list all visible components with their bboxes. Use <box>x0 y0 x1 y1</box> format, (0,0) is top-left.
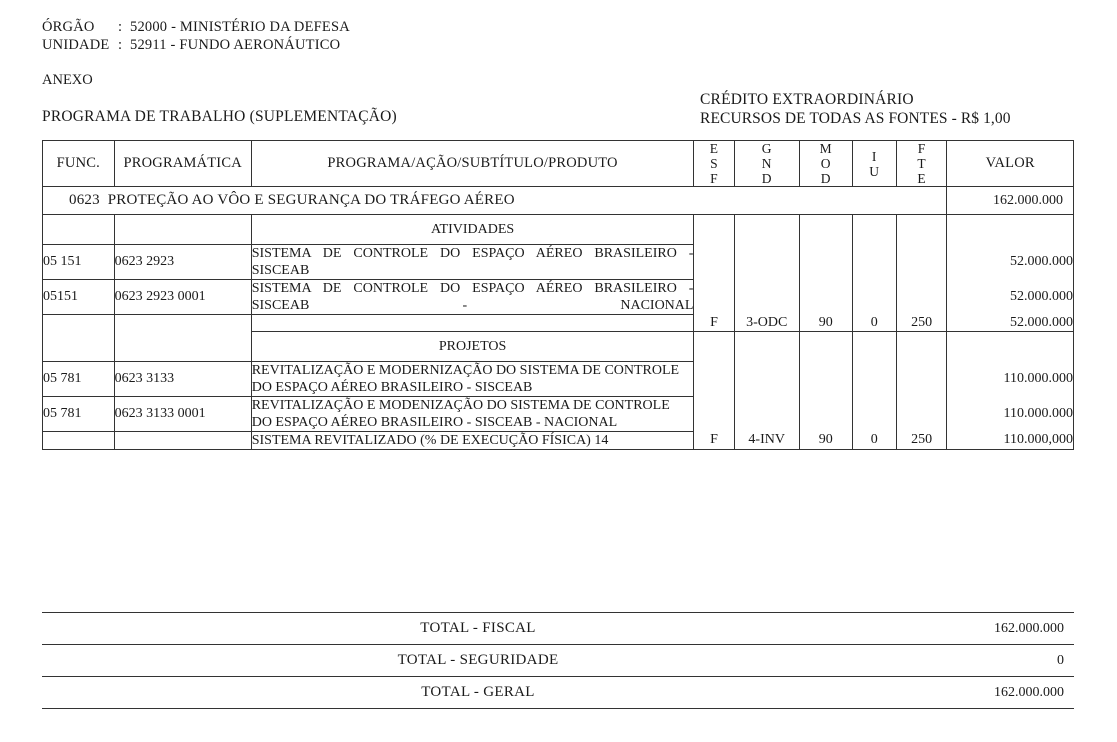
total-value: 162.000.000 <box>914 613 1074 645</box>
col-fte-line3: E <box>917 171 926 186</box>
row-iu <box>852 331 896 361</box>
table-row <box>43 215 1074 245</box>
row-mod <box>799 215 852 245</box>
col-programatica: PROGRAMÁTICA <box>114 141 251 187</box>
row-valor: 110.000.000 <box>947 396 1074 431</box>
row-desc: SISTEMA REVITALIZADO (% DE EXECUÇÃO FÍSICA) 14 <box>251 431 694 449</box>
col-iu-line2: U <box>869 163 880 179</box>
table-row <box>43 331 1074 361</box>
row-func <box>43 431 115 449</box>
orgao-row <box>42 18 350 36</box>
col-gnd-line1: G <box>761 141 772 156</box>
row-mod: 90 <box>799 315 852 332</box>
row-valor: 110.000.000 <box>947 361 1074 396</box>
orgao-colon: : <box>118 19 123 35</box>
program-banner-text <box>43 187 947 215</box>
row-prog: 0623 2923 0001 <box>114 280 251 315</box>
row-fte <box>896 331 947 361</box>
col-mod-line1: M <box>819 141 832 156</box>
row-desc: REVITALIZAÇÃO E MODENIZAÇÃO DO SISTEMA DE CONTROLE DO ESPAÇO AÉREO BRASILEIRO - SISCEAB - NACIONAL <box>251 396 694 431</box>
row-esf <box>694 245 734 280</box>
row-func: 05 781 <box>43 396 115 431</box>
table-row <box>43 431 1074 449</box>
credit-resources: RECURSOS DE TODAS AS FONTES - R$ 1,00 <box>700 110 1011 127</box>
row-fte <box>896 361 947 396</box>
col-valor: VALOR <box>947 141 1074 187</box>
row-func <box>43 315 115 332</box>
row-fte <box>896 215 947 245</box>
row-valor: 52.000.000 <box>947 315 1074 332</box>
row-prog <box>114 331 251 361</box>
row-prog <box>114 215 251 245</box>
row-iu <box>852 396 896 431</box>
row-iu <box>852 215 896 245</box>
col-fte-line2: T <box>917 156 926 171</box>
row-mod <box>799 245 852 280</box>
document-header <box>42 18 350 54</box>
row-func: 05151 <box>43 280 115 315</box>
row-valor <box>947 215 1074 245</box>
col-iu <box>852 141 896 187</box>
row-func: 05 151 <box>43 245 115 280</box>
table-row <box>43 280 1074 315</box>
col-gnd-line2: N <box>761 156 772 171</box>
col-mod-line2: O <box>820 156 831 171</box>
total-label: TOTAL - FISCAL <box>42 613 914 645</box>
row-iu: 0 <box>852 431 896 449</box>
row-iu: 0 <box>852 315 896 332</box>
unidade-value: 52911 - FUNDO AERONÁUTICO <box>130 37 341 53</box>
row-valor <box>947 331 1074 361</box>
row-mod <box>799 280 852 315</box>
col-func: FUNC. <box>43 141 115 187</box>
col-esf-line2: S <box>710 156 718 171</box>
anexo-label: ANEXO <box>42 72 93 88</box>
total-label: TOTAL - GERAL <box>42 677 914 709</box>
row-desc <box>251 315 694 332</box>
row-prog: 0623 2923 <box>114 245 251 280</box>
orgao-value: 52000 - MINISTÉRIO DA DEFESA <box>130 19 350 35</box>
col-gnd-line3: D <box>761 171 772 186</box>
row-esf: F <box>694 431 734 449</box>
col-esf-line1: E <box>709 141 719 156</box>
unidade-label: UNIDADE <box>42 37 110 53</box>
program-name: PROTEÇÃO AO VÔO E SEGURANÇA DO TRÁFEGO AÉREO <box>107 192 515 208</box>
row-desc: SISTEMA DE CONTROLE DO ESPAÇO AÉREO BRASILEIRO - SISCEAB - NACIONAL <box>251 281 694 313</box>
row-valor: 52.000.000 <box>947 245 1074 280</box>
row-esf <box>694 215 734 245</box>
row-valor: 110.000,000 <box>947 431 1074 449</box>
col-gnd <box>734 141 799 187</box>
row-desc: SISTEMA DE CONTROLE DO ESPAÇO AÉREO BRASILEIRO - SISCEAB <box>251 246 694 278</box>
col-esf <box>694 141 734 187</box>
row-func <box>43 215 115 245</box>
row-prog: 0623 3133 <box>114 361 251 396</box>
total-row-fiscal <box>42 613 1074 645</box>
row-iu <box>852 280 896 315</box>
table-row <box>43 245 1074 280</box>
row-mod: 90 <box>799 431 852 449</box>
credit-type: CRÉDITO EXTRAORDINÁRIO <box>700 91 914 108</box>
row-gnd <box>734 280 799 315</box>
total-row-geral <box>42 677 1074 709</box>
row-iu <box>852 361 896 396</box>
table-row <box>43 396 1074 431</box>
col-fte <box>896 141 947 187</box>
col-descricao: PROGRAMA/AÇÃO/SUBTÍTULO/PRODUTO <box>251 141 694 187</box>
row-fte <box>896 396 947 431</box>
row-esf <box>694 361 734 396</box>
row-prog: 0623 3133 0001 <box>114 396 251 431</box>
row-esf: F <box>694 315 734 332</box>
col-mod <box>799 141 852 187</box>
row-gnd <box>734 396 799 431</box>
row-mod <box>799 361 852 396</box>
credit-header <box>700 90 1011 128</box>
row-func: 05 781 <box>43 361 115 396</box>
row-desc: REVITALIZAÇÃO E MODERNIZAÇÃO DO SISTEMA DE CONTROLE DO ESPAÇO AÉREO BRASILEIRO - SISCEAB <box>251 361 694 396</box>
row-gnd <box>734 245 799 280</box>
totals-table <box>42 612 1074 709</box>
budget-table <box>42 140 1074 450</box>
row-mod <box>799 331 852 361</box>
total-label: TOTAL - SEGURIDADE <box>42 645 914 677</box>
col-esf-line3: F <box>710 171 718 186</box>
total-value: 162.000.000 <box>914 677 1074 709</box>
row-prog <box>114 431 251 449</box>
section-label-projetos: PROJETOS <box>251 331 694 361</box>
row-fte: 250 <box>896 315 947 332</box>
row-mod <box>799 396 852 431</box>
col-iu-line1: I <box>871 148 877 164</box>
row-fte <box>896 245 947 280</box>
row-iu <box>852 245 896 280</box>
program-banner-value: 162.000.000 <box>947 187 1074 215</box>
section-label-atividades: ATIVIDADES <box>251 215 694 245</box>
row-valor: 52.000.000 <box>947 280 1074 315</box>
row-gnd: 4-INV <box>734 431 799 449</box>
row-esf <box>694 396 734 431</box>
page-title: PROGRAMA DE TRABALHO (SUPLEMENTAÇÃO) <box>42 108 397 125</box>
total-row-seguridade <box>42 645 1074 677</box>
row-gnd <box>734 361 799 396</box>
row-func <box>43 331 115 361</box>
program-banner-row <box>43 187 1074 215</box>
table-row <box>43 361 1074 396</box>
row-gnd: 3-ODC <box>734 315 799 332</box>
total-value: 0 <box>914 645 1074 677</box>
col-mod-line3: D <box>820 171 831 186</box>
row-gnd <box>734 215 799 245</box>
row-esf <box>694 280 734 315</box>
col-fte-line1: F <box>917 141 926 156</box>
unidade-row <box>42 36 350 54</box>
row-prog <box>114 315 251 332</box>
row-gnd <box>734 331 799 361</box>
row-esf <box>694 331 734 361</box>
table-row <box>43 315 1074 332</box>
unidade-colon: : <box>118 37 123 53</box>
row-fte: 250 <box>896 431 947 449</box>
orgao-label: ÓRGÃO <box>42 19 95 35</box>
row-fte <box>896 280 947 315</box>
program-code: 0623 <box>69 192 100 208</box>
table-header-row <box>43 141 1074 187</box>
